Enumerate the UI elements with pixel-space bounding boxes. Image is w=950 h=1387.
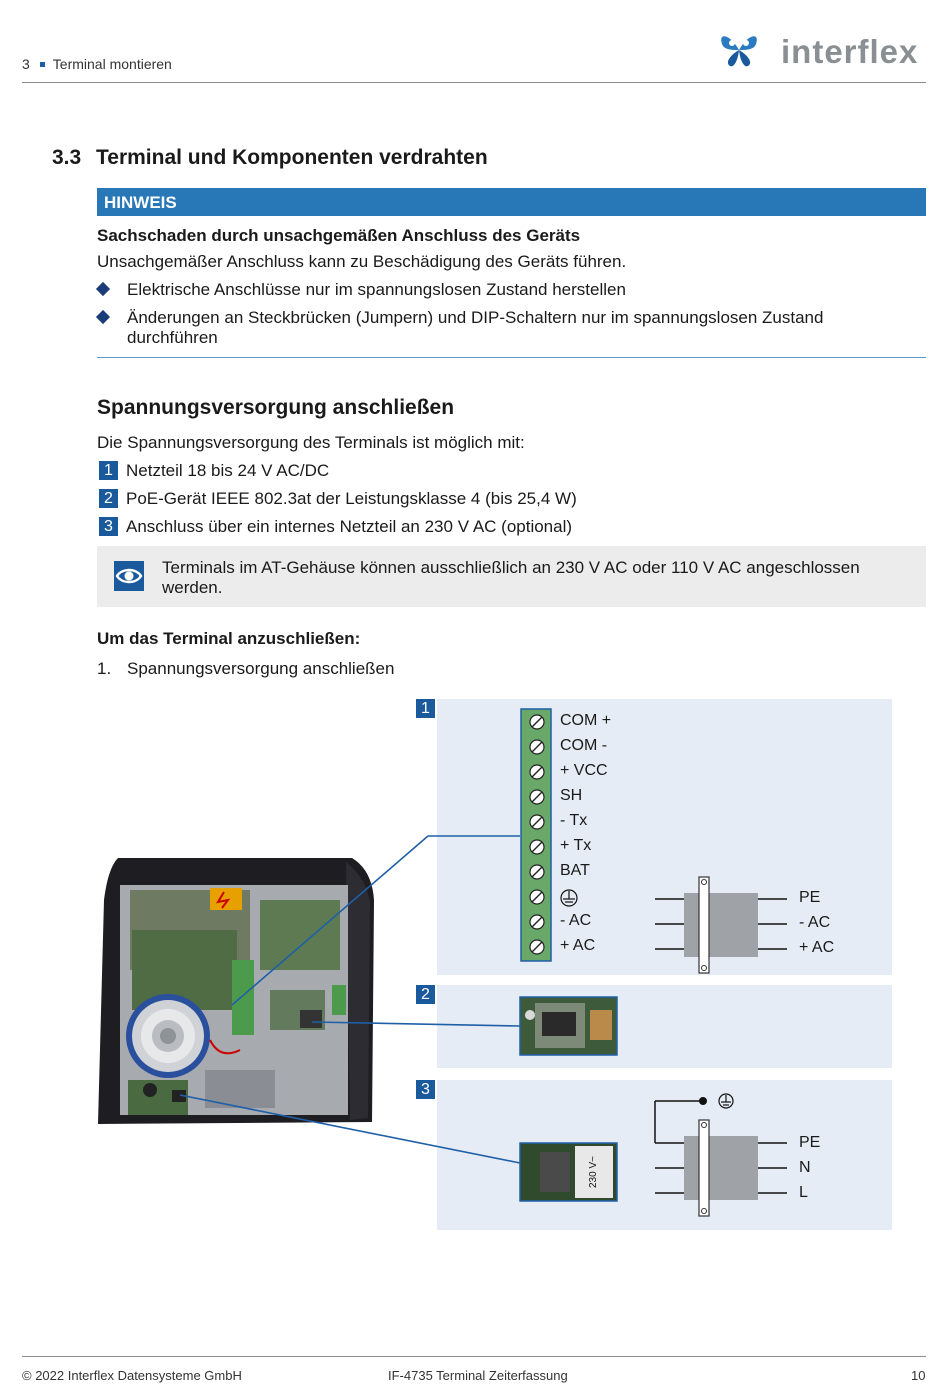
section-title: Terminal und Komponenten verdrahten <box>96 146 488 169</box>
transformer-label: - AC <box>799 914 831 931</box>
step-text: Spannungsversorgung anschließen <box>127 659 395 678</box>
subsection-intro: Die Spannungsversorgung des Terminals ist möglich mit: <box>97 433 525 452</box>
option-number: 3 <box>99 517 118 536</box>
notice-text: Unsachgemäßer Anschluss kann zu Beschädigung des Geräts führen. <box>97 252 627 271</box>
option-text: Anschluss über ein internes Netzteil an 230 V AC (optional) <box>126 517 573 536</box>
instructions-heading: Um das Terminal anzuschließen: <box>97 629 361 648</box>
transformer-label: PE <box>799 1134 821 1151</box>
terminal-device-photo <box>98 858 374 1124</box>
logo-text: interflex <box>781 33 919 70</box>
poe-connector-photo <box>520 997 617 1055</box>
terminal-label: + Tx <box>560 837 592 854</box>
transformer-label: N <box>799 1159 811 1176</box>
step-number: 1. <box>97 659 112 678</box>
transformer-3 <box>655 1094 787 1216</box>
notice-label: HINWEIS <box>97 188 926 216</box>
panel-number: 3 <box>416 1080 435 1099</box>
terminal-label: BAT <box>560 862 590 879</box>
terminal-label: COM + <box>560 712 612 729</box>
chapter-title: Terminal montieren <box>52 56 172 72</box>
option-text: PoE-Gerät IEEE 802.3at der Leistungsklasse 4 (bis 25,4 W) <box>126 489 577 508</box>
subsection-title: Spannungsversorgung anschließen <box>97 396 455 419</box>
info-text-continuation: werden. <box>162 578 223 597</box>
terminal-label: + VCC <box>560 762 608 779</box>
option-number: 1 <box>99 461 118 480</box>
terminal-label: SH <box>560 787 583 804</box>
terminal-label: COM - <box>560 737 608 754</box>
notice-heading: Sachschaden durch unsachgemäßen Anschluss des Geräts <box>97 226 581 245</box>
psu-connector-photo <box>520 1143 617 1201</box>
chapter-number: 3 <box>22 56 30 72</box>
footer-doc-title: IF-4735 Terminal Zeiterfassung <box>388 1368 568 1383</box>
notice-bullet: Änderungen an Steckbrücken (Jumpern) und DIP-Schaltern nur im spannungslosen Zustand <box>127 308 824 327</box>
transformer-label: + AC <box>799 939 835 956</box>
panel-number: 2 <box>416 985 435 1004</box>
option-text: Netzteil 18 bis 24 V AC/DC <box>126 461 330 480</box>
footer-copyright: © 2022 Interflex Datensysteme GmbH <box>22 1368 242 1383</box>
info-text: Terminals im AT-Gehäuse können ausschließlich an 230 V AC oder 110 V AC angeschlossen <box>162 558 860 577</box>
panel-number: 1 <box>416 699 435 718</box>
footer-page-number: 10 <box>911 1368 926 1383</box>
notice-bullet: Elektrische Anschlüsse nur im spannungslosen Zustand herstellen <box>127 280 626 299</box>
terminal-label: - Tx <box>560 812 588 829</box>
option-number: 2 <box>99 489 118 508</box>
section-number: 3.3 <box>52 146 82 169</box>
terminal-label: + AC <box>560 937 596 954</box>
transformer-label: PE <box>799 889 821 906</box>
terminal-label: - AC <box>560 912 592 929</box>
ground-icon <box>561 890 577 906</box>
psu-label: 230 V~ <box>588 1156 599 1188</box>
transformer-1 <box>655 877 787 973</box>
footer-divider <box>22 1356 926 1357</box>
transformer-label: L <box>799 1184 808 1201</box>
notice-bullet-continuation: durchführen <box>127 328 218 347</box>
